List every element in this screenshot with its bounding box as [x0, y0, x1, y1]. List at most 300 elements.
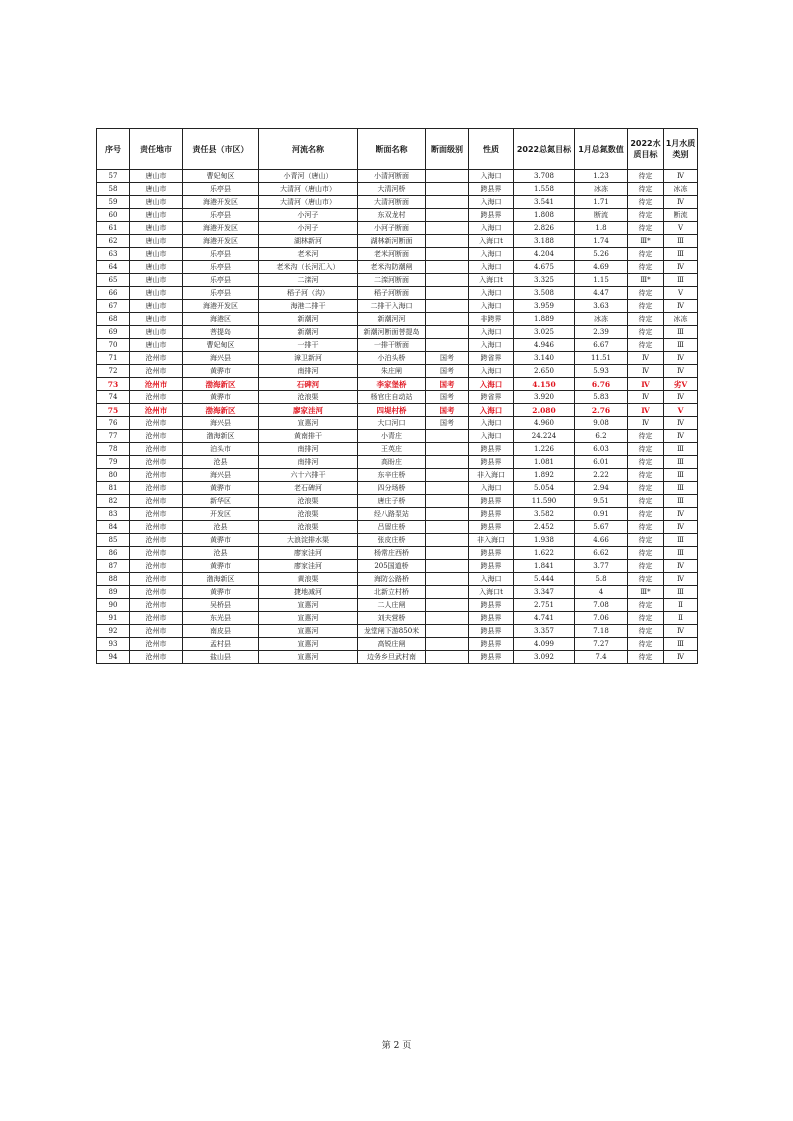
table-cell: 1.71: [575, 196, 628, 209]
table-cell: 南皮县: [183, 625, 259, 638]
table-cell: 东光县: [183, 612, 259, 625]
table-cell: 黄骅市: [183, 534, 259, 547]
table-cell: 小清河断面: [358, 170, 426, 183]
table-cell: 24.224: [514, 430, 575, 443]
table-cell: 黄南排干: [259, 430, 358, 443]
table-cell: 新潮河河: [358, 313, 426, 326]
table-cell: 廖家洼河: [259, 547, 358, 560]
table-cell: 大浪淀排水渠: [259, 534, 358, 547]
table-cell: Ⅳ: [664, 430, 698, 443]
table-cell: 小河子: [259, 222, 358, 235]
table-cell: 曹妃甸区: [183, 339, 259, 352]
table-cell: 盐山县: [183, 651, 259, 664]
table-cell: 海兴县: [183, 469, 259, 482]
table-cell: 唐山市: [130, 196, 183, 209]
table-cell: 宣惠河: [259, 638, 358, 651]
table-cell: 唐山市: [130, 287, 183, 300]
table-cell: 国考: [426, 352, 469, 365]
table-cell: Ⅳ: [664, 391, 698, 404]
table-cell: 宣惠河: [259, 417, 358, 430]
table-row: [97, 365, 698, 378]
table-cell: Ⅲ: [664, 235, 698, 248]
table-cell: 6.62: [575, 547, 628, 560]
table-cell: 冰冻: [664, 313, 698, 326]
table-cell: 入海口: [469, 222, 514, 235]
table-cell: 唐山市: [130, 274, 183, 287]
table-cell: 62: [97, 235, 130, 248]
table-cell: 海港开发区: [183, 196, 259, 209]
table-cell: 四堤村桥: [358, 404, 426, 417]
table-cell: 孟村县: [183, 638, 259, 651]
table-cell: 渤海新区: [183, 430, 259, 443]
table-cell: 6.76: [575, 378, 628, 391]
table-cell: 大清河断面: [358, 196, 426, 209]
table-cell: 小青河（唐山）: [259, 170, 358, 183]
table-cell: 宣惠河: [259, 612, 358, 625]
table-cell: 待定: [628, 196, 664, 209]
table-cell: Ⅲ: [664, 534, 698, 547]
table-cell: Ⅳ: [664, 417, 698, 430]
table-cell: Ⅲ: [664, 586, 698, 599]
table-row: [97, 326, 698, 339]
table-cell: 小河子断面: [358, 222, 426, 235]
table-row: [97, 196, 698, 209]
table-row: [97, 625, 698, 638]
table-cell: Ⅲ: [664, 482, 698, 495]
table-cell: 廖家洼河: [259, 560, 358, 573]
column-header: 1月水质类别: [664, 129, 698, 170]
table-cell: 唐山市: [130, 339, 183, 352]
table-cell: 1.938: [514, 534, 575, 547]
table-cell: 86: [97, 547, 130, 560]
table-cell: 待定: [628, 287, 664, 300]
table-cell: 唐山市: [130, 248, 183, 261]
table-cell: 83: [97, 508, 130, 521]
table-cell: 宣惠河: [259, 625, 358, 638]
column-header: 序号: [97, 129, 130, 170]
table-cell: 待定: [628, 560, 664, 573]
table-cell: 乐亭县: [183, 261, 259, 274]
table-cell: 4.099: [514, 638, 575, 651]
table-cell: 黄骅市: [183, 482, 259, 495]
table-cell: [426, 287, 469, 300]
table-row: [97, 222, 698, 235]
table-row: [97, 495, 698, 508]
table-cell: [426, 651, 469, 664]
table-cell: 70: [97, 339, 130, 352]
table-row: [97, 248, 698, 261]
table-cell: 二排干入海口: [358, 300, 426, 313]
table-cell: 黄骅市: [183, 391, 259, 404]
table-cell: 黄浪渠: [259, 573, 358, 586]
table-cell: 断流: [664, 209, 698, 222]
table-cell: 大清河（唐山市）: [259, 196, 358, 209]
table-cell: 沧州市: [130, 508, 183, 521]
table-cell: 5.054: [514, 482, 575, 495]
table-cell: 65: [97, 274, 130, 287]
column-header: 1月总氮数值: [575, 129, 628, 170]
table-cell: 沧州市: [130, 417, 183, 430]
table-cell: 5.83: [575, 391, 628, 404]
table-cell: 王英庄: [358, 443, 426, 456]
table-cell: 沧州市: [130, 430, 183, 443]
table-cell: 跨县界: [469, 495, 514, 508]
table-cell: 入海口: [469, 326, 514, 339]
table-cell: Ⅲ: [664, 443, 698, 456]
table-cell: 1.889: [514, 313, 575, 326]
table-cell: 72: [97, 365, 130, 378]
table-cell: 待定: [628, 339, 664, 352]
table-cell: 入海口t: [469, 586, 514, 599]
table-cell: 入海口: [469, 287, 514, 300]
table-cell: 61: [97, 222, 130, 235]
table-cell: Ⅳ: [664, 365, 698, 378]
table-cell: 乐亭县: [183, 274, 259, 287]
table-cell: 待定: [628, 170, 664, 183]
table-cell: Ⅳ: [628, 417, 664, 430]
table-cell: 68: [97, 313, 130, 326]
table-cell: 老米沟防潮闸: [358, 261, 426, 274]
table-cell: 93: [97, 638, 130, 651]
table-row: [97, 209, 698, 222]
table-row: [97, 469, 698, 482]
table-row: [97, 638, 698, 651]
table-cell: 宣惠河: [259, 599, 358, 612]
table-cell: [426, 248, 469, 261]
table-cell: 2.94: [575, 482, 628, 495]
table-cell: [426, 625, 469, 638]
table-cell: 沧州市: [130, 456, 183, 469]
table-cell: 入海口: [469, 430, 514, 443]
table-cell: Ⅲ: [664, 638, 698, 651]
table-cell: 88: [97, 573, 130, 586]
table-cell: 一排干断面: [358, 339, 426, 352]
table-cell: 南排河: [259, 443, 358, 456]
table-cell: 海港区: [183, 313, 259, 326]
table-cell: 乐亭县: [183, 209, 259, 222]
table-cell: Ⅲ: [664, 469, 698, 482]
table-cell: 11.51: [575, 352, 628, 365]
table-cell: 待定: [628, 547, 664, 560]
table-cell: [426, 339, 469, 352]
table-cell: 待定: [628, 508, 664, 521]
table-cell: 待定: [628, 638, 664, 651]
table-cell: 劣Ⅴ: [664, 378, 698, 391]
table-cell: 7.06: [575, 612, 628, 625]
table-cell: 二滦河: [259, 274, 358, 287]
table-cell: 一排干: [259, 339, 358, 352]
table-cell: 沧州市: [130, 521, 183, 534]
table-cell: 唐山市: [130, 261, 183, 274]
table-cell: 入海口t: [469, 235, 514, 248]
table-cell: 跨县界: [469, 508, 514, 521]
table-cell: 76: [97, 417, 130, 430]
table-cell: 入海口: [469, 482, 514, 495]
table-cell: 入海口: [469, 196, 514, 209]
table-cell: Ⅳ: [628, 352, 664, 365]
table-cell: [426, 586, 469, 599]
table-cell: 龙堂闸下游850米: [358, 625, 426, 638]
table-cell: 四分场桥: [358, 482, 426, 495]
table-cell: 3.77: [575, 560, 628, 573]
table-cell: 二滦河断面: [358, 274, 426, 287]
table-cell: Ⅳ: [664, 170, 698, 183]
table-cell: Ⅱ: [664, 599, 698, 612]
table-cell: 入海口: [469, 404, 514, 417]
table-cell: 90: [97, 599, 130, 612]
table-cell: 沧州市: [130, 638, 183, 651]
table-cell: 捷地减河: [259, 586, 358, 599]
table-row: [97, 300, 698, 313]
table-cell: 黄骅市: [183, 365, 259, 378]
table-cell: 77: [97, 430, 130, 443]
table-cell: 小河子: [259, 209, 358, 222]
table-row: [97, 456, 698, 469]
table-cell: Ⅳ: [664, 573, 698, 586]
table-row: [97, 417, 698, 430]
table-cell: Ⅲ: [664, 326, 698, 339]
table-cell: 9.51: [575, 495, 628, 508]
table-row: [97, 430, 698, 443]
table-cell: 7.08: [575, 599, 628, 612]
table-cell: 待定: [628, 534, 664, 547]
table-cell: Ⅲ*: [628, 586, 664, 599]
table-cell: [426, 443, 469, 456]
table-cell: 71: [97, 352, 130, 365]
table-cell: 大清河桥: [358, 183, 426, 196]
table-cell: 稻子河（沟）: [259, 287, 358, 300]
table-cell: 沧浪渠: [259, 508, 358, 521]
table-cell: [426, 222, 469, 235]
table-cell: 吕留庄桥: [358, 521, 426, 534]
table-cell: 唐山市: [130, 209, 183, 222]
table-cell: 4: [575, 586, 628, 599]
water-quality-table: [96, 128, 698, 664]
table-cell: 乐亭县: [183, 287, 259, 300]
table-cell: 小青庄: [358, 430, 426, 443]
table-cell: 海防公路桥: [358, 573, 426, 586]
table-cell: 沧州市: [130, 482, 183, 495]
table-cell: 4.69: [575, 261, 628, 274]
table-cell: 9.08: [575, 417, 628, 430]
table-cell: Ⅳ: [664, 300, 698, 313]
table-cell: 李家堡桥: [358, 378, 426, 391]
table-cell: 85: [97, 534, 130, 547]
table-cell: 入海口t: [469, 274, 514, 287]
table-cell: Ⅳ: [628, 365, 664, 378]
table-cell: 跨县界: [469, 638, 514, 651]
table-cell: 高锐庄闸: [358, 638, 426, 651]
table-cell: 4.66: [575, 534, 628, 547]
table-cell: 经八路泵站: [358, 508, 426, 521]
table-cell: 89: [97, 586, 130, 599]
table-cell: 乐亭县: [183, 248, 259, 261]
column-header: 责任地市: [130, 129, 183, 170]
table-cell: 唐山市: [130, 326, 183, 339]
table-cell: [426, 508, 469, 521]
table-cell: 宣惠河: [259, 651, 358, 664]
table-cell: [426, 313, 469, 326]
table-cell: 待定: [628, 612, 664, 625]
table-row: [97, 235, 698, 248]
column-header: 断面级别: [426, 129, 469, 170]
table-cell: 新潮河断面菩提岛: [358, 326, 426, 339]
table-cell: 老石碑河: [259, 482, 358, 495]
table-row: [97, 651, 698, 664]
table-cell: 海兴县: [183, 352, 259, 365]
table-cell: 待定: [628, 300, 664, 313]
table-cell: 沧浪渠: [259, 495, 358, 508]
table-cell: Ⅲ: [664, 339, 698, 352]
table-cell: 沧州市: [130, 560, 183, 573]
table-row: [97, 521, 698, 534]
table-cell: 跨县界: [469, 456, 514, 469]
table-cell: 非入海口: [469, 534, 514, 547]
table-cell: 待定: [628, 443, 664, 456]
table-cell: 冰冻: [575, 313, 628, 326]
table-cell: [426, 209, 469, 222]
table-cell: 国考: [426, 404, 469, 417]
table-row: [97, 313, 698, 326]
table-row: [97, 274, 698, 287]
table-cell: 沧州市: [130, 443, 183, 456]
table-row: [97, 261, 698, 274]
table-cell: 唐山市: [130, 222, 183, 235]
table-cell: 4.675: [514, 261, 575, 274]
table-cell: 1.226: [514, 443, 575, 456]
table-cell: 乐亭县: [183, 183, 259, 196]
table-cell: 小泊头桥: [358, 352, 426, 365]
table-row: [97, 599, 698, 612]
table-cell: 二人庄闸: [358, 599, 426, 612]
table-cell: Ⅳ: [628, 391, 664, 404]
table-cell: 3.541: [514, 196, 575, 209]
table-cell: 待定: [628, 261, 664, 274]
column-header: 性质: [469, 129, 514, 170]
table-cell: 64: [97, 261, 130, 274]
table-cell: [426, 183, 469, 196]
table-cell: 待定: [628, 456, 664, 469]
table-row: [97, 287, 698, 300]
table-cell: 205国道桥: [358, 560, 426, 573]
table-cell: 沧州市: [130, 599, 183, 612]
table-cell: 沧州市: [130, 469, 183, 482]
table-cell: 跨县界: [469, 521, 514, 534]
table-row: [97, 391, 698, 404]
table-cell: 1.808: [514, 209, 575, 222]
table-cell: [426, 599, 469, 612]
table-cell: 非跨界: [469, 313, 514, 326]
table-cell: Ⅱ: [664, 612, 698, 625]
table-cell: 杨常庄西桥: [358, 547, 426, 560]
table-cell: 待定: [628, 313, 664, 326]
table-cell: 5.67: [575, 521, 628, 534]
table-cell: 沧县: [183, 456, 259, 469]
table-cell: 待定: [628, 183, 664, 196]
table-cell: 南排河: [259, 456, 358, 469]
table-cell: 东双龙村: [358, 209, 426, 222]
table-cell: 泊头市: [183, 443, 259, 456]
table-cell: 沧县: [183, 521, 259, 534]
table-row: [97, 586, 698, 599]
column-header: 2022水质目标: [628, 129, 664, 170]
table-cell: 73: [97, 378, 130, 391]
table-cell: 沧州市: [130, 365, 183, 378]
table-cell: 沧浪渠: [259, 521, 358, 534]
table-cell: 海兴县: [183, 417, 259, 430]
table-cell: [426, 196, 469, 209]
table-cell: 沧州市: [130, 534, 183, 547]
table-cell: Ⅳ: [628, 378, 664, 391]
table-cell: 待定: [628, 326, 664, 339]
table-header-row: [97, 129, 698, 170]
table-cell: 2.650: [514, 365, 575, 378]
table-cell: 入海口: [469, 339, 514, 352]
table-cell: 入海口: [469, 170, 514, 183]
table-cell: 待定: [628, 625, 664, 638]
table-row: [97, 547, 698, 560]
table-cell: 湖林新河断面: [358, 235, 426, 248]
table-cell: 沧州市: [130, 625, 183, 638]
table-cell: [426, 274, 469, 287]
table-cell: 老米沟（长河汇入）: [259, 261, 358, 274]
table-cell: Ⅲ: [664, 456, 698, 469]
table-cell: 3.920: [514, 391, 575, 404]
table-cell: 1.841: [514, 560, 575, 573]
table-cell: 入海口: [469, 378, 514, 391]
table-cell: 国考: [426, 391, 469, 404]
table-cell: [426, 638, 469, 651]
table-cell: 3.188: [514, 235, 575, 248]
table-cell: 刘夫营桥: [358, 612, 426, 625]
table-cell: 4.960: [514, 417, 575, 430]
table-cell: 高盼庄: [358, 456, 426, 469]
table-cell: 入海口: [469, 417, 514, 430]
table-cell: 5.444: [514, 573, 575, 586]
table-cell: 跨县界: [469, 599, 514, 612]
table-cell: 海港开发区: [183, 222, 259, 235]
table-cell: 沧州市: [130, 547, 183, 560]
table-cell: 78: [97, 443, 130, 456]
column-header: 河流名称: [259, 129, 358, 170]
table-cell: Ⅳ: [664, 508, 698, 521]
table-cell: 唐庄子桥: [358, 495, 426, 508]
table-cell: 大口河口: [358, 417, 426, 430]
table-cell: 断流: [575, 209, 628, 222]
table-cell: 2.452: [514, 521, 575, 534]
table-cell: [426, 573, 469, 586]
table-cell: 黄骅市: [183, 586, 259, 599]
table-cell: 3.025: [514, 326, 575, 339]
table-cell: 5.93: [575, 365, 628, 378]
table-cell: 3.508: [514, 287, 575, 300]
table-cell: [426, 560, 469, 573]
table-cell: 69: [97, 326, 130, 339]
table-cell: [426, 521, 469, 534]
table-cell: 2.080: [514, 404, 575, 417]
table-cell: 曹妃甸区: [183, 170, 259, 183]
table-cell: 跨县界: [469, 612, 514, 625]
table-cell: Ⅳ: [664, 352, 698, 365]
table-cell: Ⅲ: [664, 274, 698, 287]
table-cell: 3.708: [514, 170, 575, 183]
table-cell: 待定: [628, 599, 664, 612]
table-cell: 南排河: [259, 365, 358, 378]
table-cell: 跨县界: [469, 183, 514, 196]
table-cell: 91: [97, 612, 130, 625]
table-cell: 东辛庄桥: [358, 469, 426, 482]
table-cell: 60: [97, 209, 130, 222]
